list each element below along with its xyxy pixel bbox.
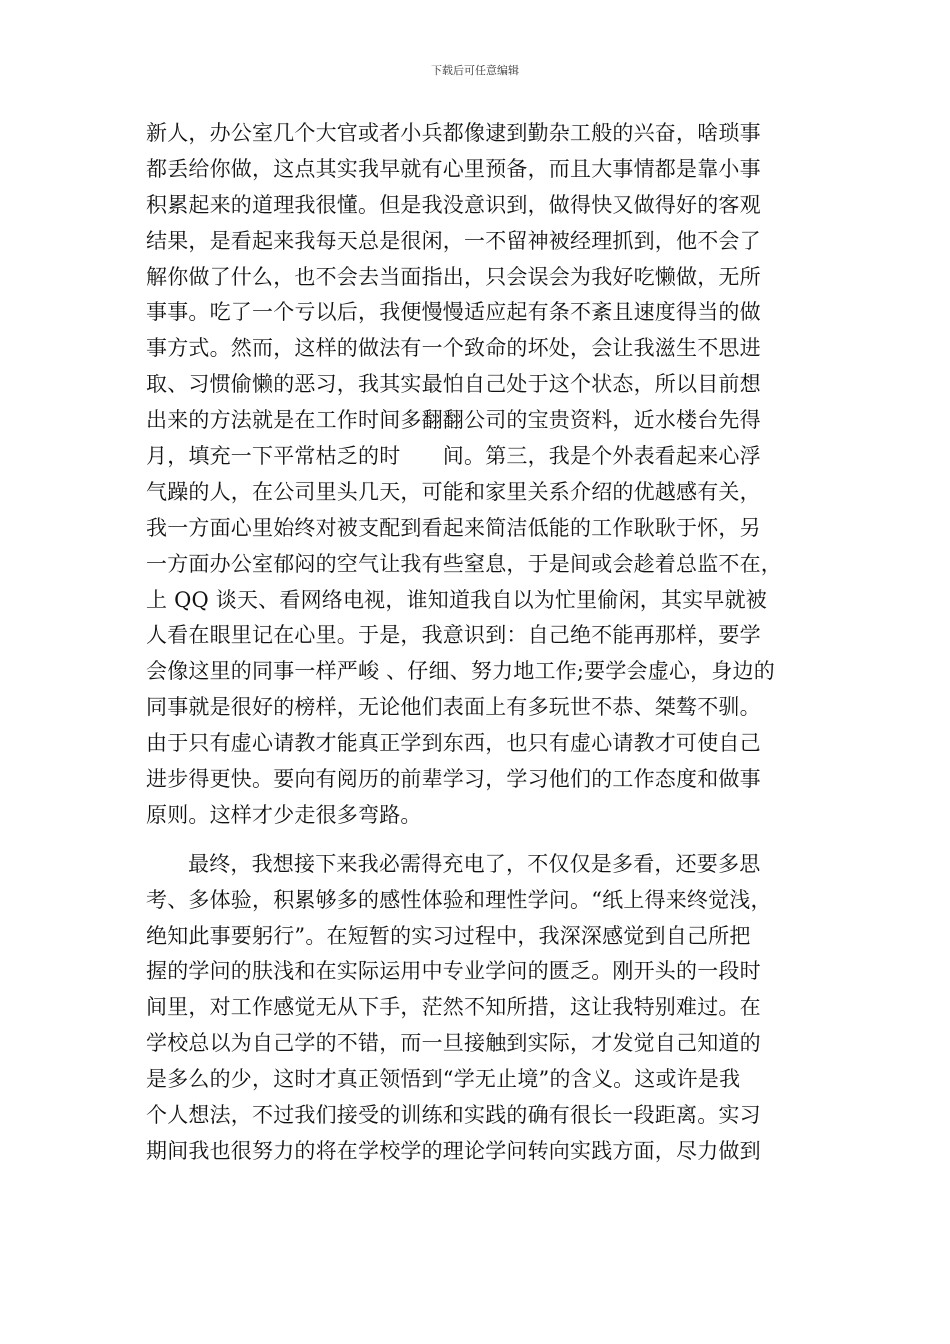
text-line: 气躁的人，在公司里头几天，可能和家里关系介绍的优越感有关， [146, 479, 761, 504]
document-body [146, 116, 806, 1170]
text-line: 上 QQ 谈天、看网络电视，谁知道我自以为忙里偷闲，其实早就被 [146, 587, 767, 612]
text-line: 学校总以为自己学的不错，而一旦接触到实际，才发觉自己知道的 [146, 1031, 761, 1056]
text-line: 解你做了什么，也不会去当面指出，只会误会为我好吃懒做，无所 [146, 264, 761, 289]
text-line: 一方面办公室郁闷的空气让我有些窒息，于是间或会趁着总监不在， [146, 551, 782, 576]
text-line: 进步得更快。要向有阅历的前辈学习，学习他们的工作态度和做事 [146, 767, 761, 792]
text-line: 取、习惯偷懒的恶习，我其实最怕自己处于这个状态，所以目前想 [146, 372, 761, 397]
text-line: 人看在眼里记在心里。于是，我意识到：自己绝不能再那样，要学 [146, 623, 761, 648]
page-header: 下载后可任意编辑 [431, 64, 519, 77]
text-line: 积累起来的道理我很懂。但是我没意识到，做得快又做得好的客观 [146, 192, 761, 217]
text-line: 间里，对工作感觉无从下手，茫然不知所措，这让我特别难过。在 [146, 995, 761, 1020]
text-line: 同事就是很好的榜样，无论他们表面上有多玩世不恭、桀骜不驯。 [146, 695, 761, 720]
text-line: 事方式。然而，这样的做法有一个致命的坏处，会让我滋生不思进 [146, 336, 761, 361]
text-line: 结果，是看起来我每天总是很闲，一不留神被经理抓到，他不会了 [146, 228, 761, 253]
text-line: 期间我也很努力的将在学校学的理论学问转向实践方面，尽力做到 [146, 1138, 761, 1163]
text-line: 会像这里的同事一样严峻 、仔细、努力地工作;要学会虚心，身边的 [146, 659, 775, 684]
text-line: 考、多体验，积累够多的感性体验和理性学问。“纸上得来终觉浅， [146, 887, 772, 912]
paragraph-1 [146, 116, 806, 834]
text-line: 出来的方法就是在工作时间多翻翻公司的宝贵资料，近水楼台先得 [146, 408, 761, 433]
text-line: 我一方面心里始终对被支配到看起来简洁低能的工作耿耿于怀，另 [146, 515, 761, 540]
text-line: 原则。这样才少走很多弯路。 [146, 802, 422, 827]
text-line: 最终，我想接下来我必需得充电了，不仅仅是多看，还要多思 [188, 851, 761, 876]
text-line: 都丢给你做，这点其实我早就有心里预备，而且大事情都是靠小事 [146, 156, 761, 181]
text-line: 事事。吃了一个亏以后，我便慢慢适应起有条不紊且速度得当的做 [146, 300, 761, 325]
text-line: 新人，办公室几个大官或者小兵都像逮到勤杂工般的兴奋，啥琐事 [146, 121, 761, 145]
text-line: 月，填充一下平常枯乏的时 间。第三，我是个外表看起来心浮 [146, 444, 761, 469]
paragraph-2 [146, 847, 806, 1170]
text-line: 个人想法，不过我们接受的训练和实践的确有很长一段距离。实习 [146, 1103, 761, 1128]
text-line: 由于只有虚心请教才能真正学到东西，也只有虚心请教才可使自己 [146, 731, 761, 756]
text-line: 是多么的少，这时才真正领悟到“学无止境”的含义。这或许是我 [146, 1067, 741, 1092]
text-line: 绝知此事要躬行”。在短暂的实习过程中，我深深感觉到自己所把 [146, 923, 751, 948]
text-line: 握的学问的肤浅和在实际运用中专业学问的匮乏。刚开头的一段时 [146, 959, 761, 984]
